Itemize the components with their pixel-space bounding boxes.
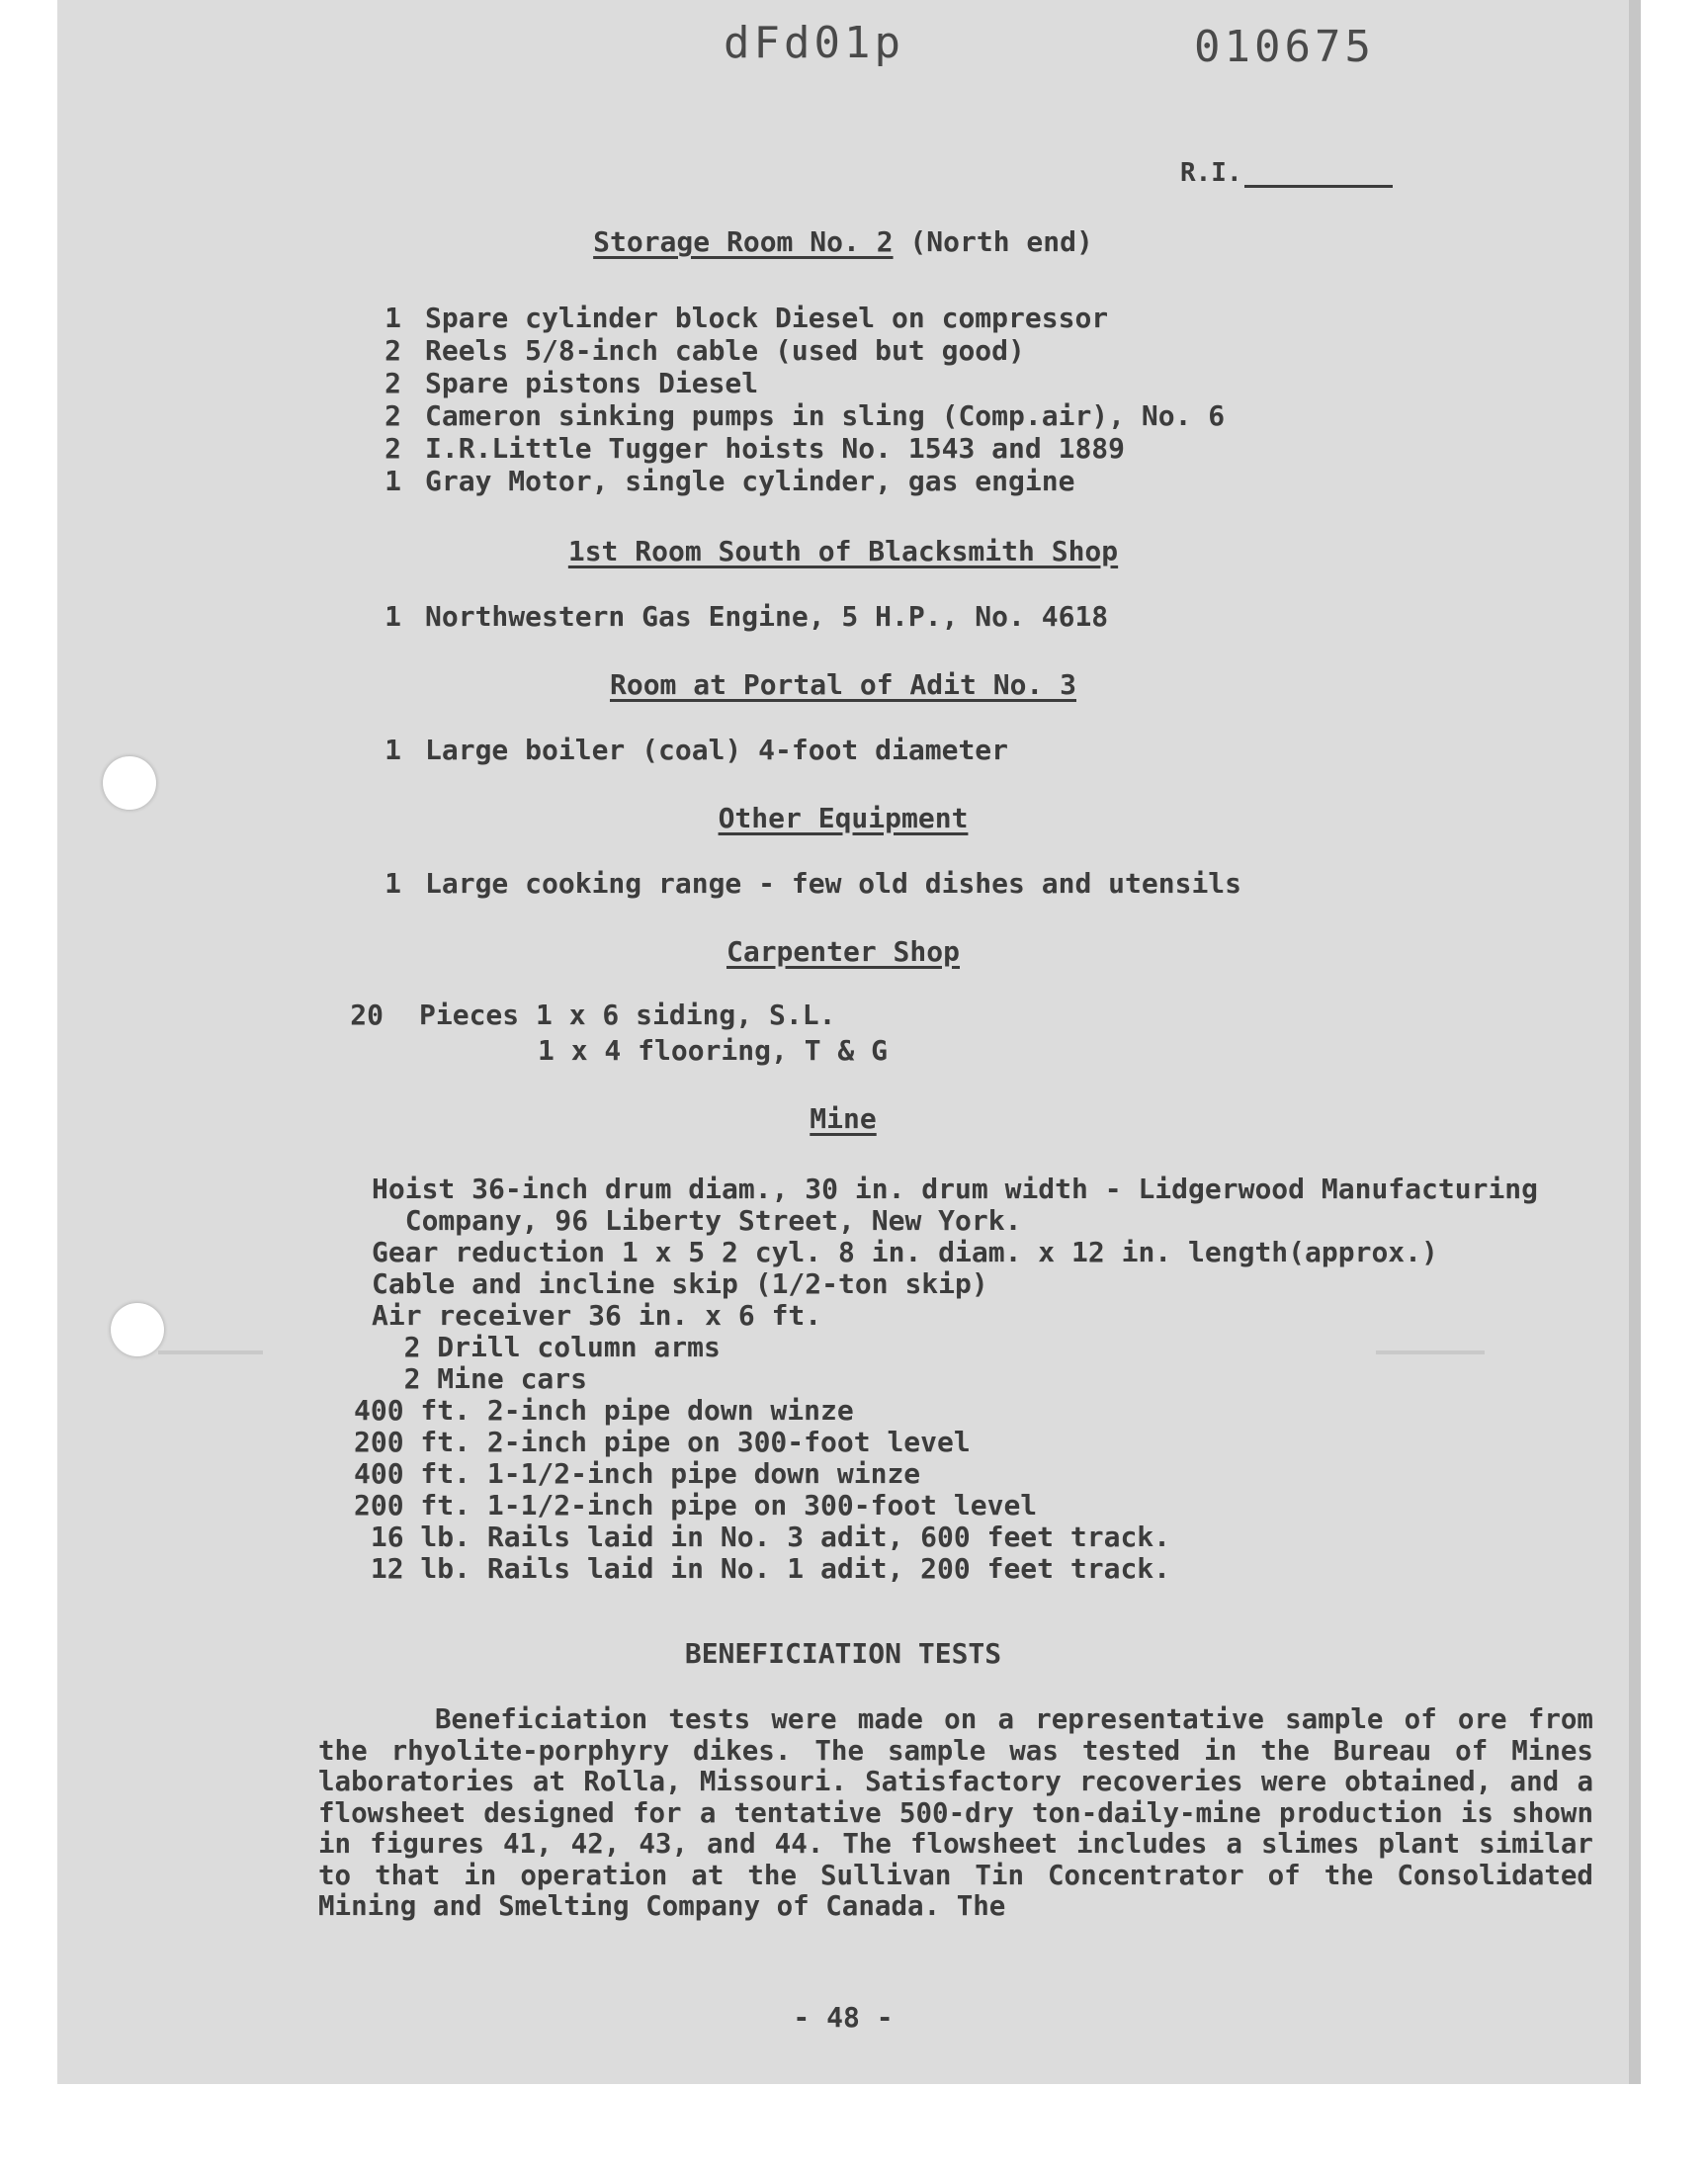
mine-line: 400 ft. 2-inch pipe down winze [354,1394,854,1427]
mine-line: 2 Drill column arms [354,1331,721,1363]
stamp-number-left: dFd01p [724,18,904,68]
section-title: Other Equipment [718,802,969,834]
mine-line: Gear reduction 1 x 5 2 cyl. 8 in. diam. x 12 in. length(approx.) [372,1236,1438,1268]
item-description: Cameron sinking pumps in sling (Comp.air), No. 6 [425,399,1226,432]
item-description: Gray Motor, single cylinder, gas engine [425,465,1075,497]
section-title: 1st Room South of Blacksmith Shop [567,535,1119,567]
section-heading-beneficiation [57,1637,1629,1670]
section-heading-mine [57,1102,1629,1135]
item-quantity: 2 [384,367,401,399]
page-number: - 48 - [793,2001,894,2034]
ri-blank-line [1244,185,1393,188]
scan-smudge [1376,1350,1485,1354]
item-description: Large cooking range - few old dishes and utensils [425,867,1242,900]
ri-label: R.I. [1180,158,1242,188]
punch-hole [103,756,156,810]
mine-line: 2 Mine cars [354,1362,588,1395]
item-description: Reels 5/8-inch cable (used but good) [425,334,1025,367]
mine-line: 16 lb. Rails laid in No. 3 adit, 600 feet track. [354,1521,1171,1553]
item-description: Large boiler (coal) 4-foot diameter [425,734,1009,766]
section-title: Mine [810,1102,877,1135]
mine-line: Hoist 36-inch drum diam., 30 in. drum width - Lidgerwood Manufacturing [372,1173,1539,1205]
section-heading-other-equipment [57,802,1629,834]
item-description: Spare cylinder block Diesel on compressor [425,302,1109,334]
section-title-suffix: (North end) [893,225,1093,258]
item-description: 1 x 4 flooring, T & G [538,1034,889,1067]
item-description: Spare pistons Diesel [425,367,759,399]
section-title: BENEFICIATION TESTS [684,1637,1002,1670]
stamp-number-right: 010675 [1194,22,1375,72]
section-title: Carpenter Shop [726,935,960,968]
item-quantity: 2 [384,334,401,367]
section-title: Room at Portal of Adit No. 3 [609,668,1076,701]
item-description: Northwestern Gas Engine, 5 H.P., No. 4618 [425,600,1109,633]
item-quantity: 1 [384,600,401,633]
item-quantity: 20 [350,999,384,1031]
ri-field [1180,158,1393,188]
section-heading-carpenter-shop [57,935,1629,968]
section-heading-storage-room [57,225,1629,258]
document-page [57,0,1629,2084]
item-quantity: 1 [384,465,401,497]
mine-line: 400 ft. 1-1/2-inch pipe down winze [354,1457,921,1490]
scan-smudge [158,1350,263,1354]
mine-line: 200 ft. 1-1/2-inch pipe on 300-foot level [354,1489,1038,1522]
section-heading-portal-adit [57,668,1629,701]
item-quantity: 2 [384,432,401,465]
section-heading-blacksmith [57,535,1629,567]
punch-hole [111,1303,164,1356]
mine-line: 200 ft. 2-inch pipe on 300-foot level [354,1426,971,1458]
page-edge-shadow [1629,0,1641,2084]
item-quantity: 1 [384,867,401,900]
section-title: Storage Room No. 2 [593,225,894,258]
mine-line: Cable and incline skip (1/2-ton skip) [372,1267,988,1300]
mine-line: Air receiver 36 in. x 6 ft. [372,1299,822,1332]
beneficiation-paragraph: Beneficiation tests were made on a representative sample of ore from the rhyolite-porphyry dikes. The sample was tested in the Bureau of Mines laboratories at Rolla, Missouri. Satisfactory recoveries were obtained, and a flowsheet designed for a tentative 500-dry ton-daily-mine production is shown in figures 41, 42, 43, and 44. The flowsheet includes a slimes plant similar to that in operation at the Sullivan Tin Concentrator of the Consolidated Mining and Smelting Company of Canada. The [318,1703,1593,1922]
mine-line: Company, 96 Liberty Street, New York. [372,1204,1022,1237]
item-description: Pieces 1 x 6 siding, S.L. [419,999,836,1031]
item-quantity: 1 [384,302,401,334]
item-quantity: 1 [384,734,401,766]
mine-line: 12 lb. Rails laid in No. 1 adit, 200 feet track. [354,1552,1171,1585]
item-quantity: 2 [384,399,401,432]
item-description: I.R.Little Tugger hoists No. 1543 and 1889 [425,432,1126,465]
